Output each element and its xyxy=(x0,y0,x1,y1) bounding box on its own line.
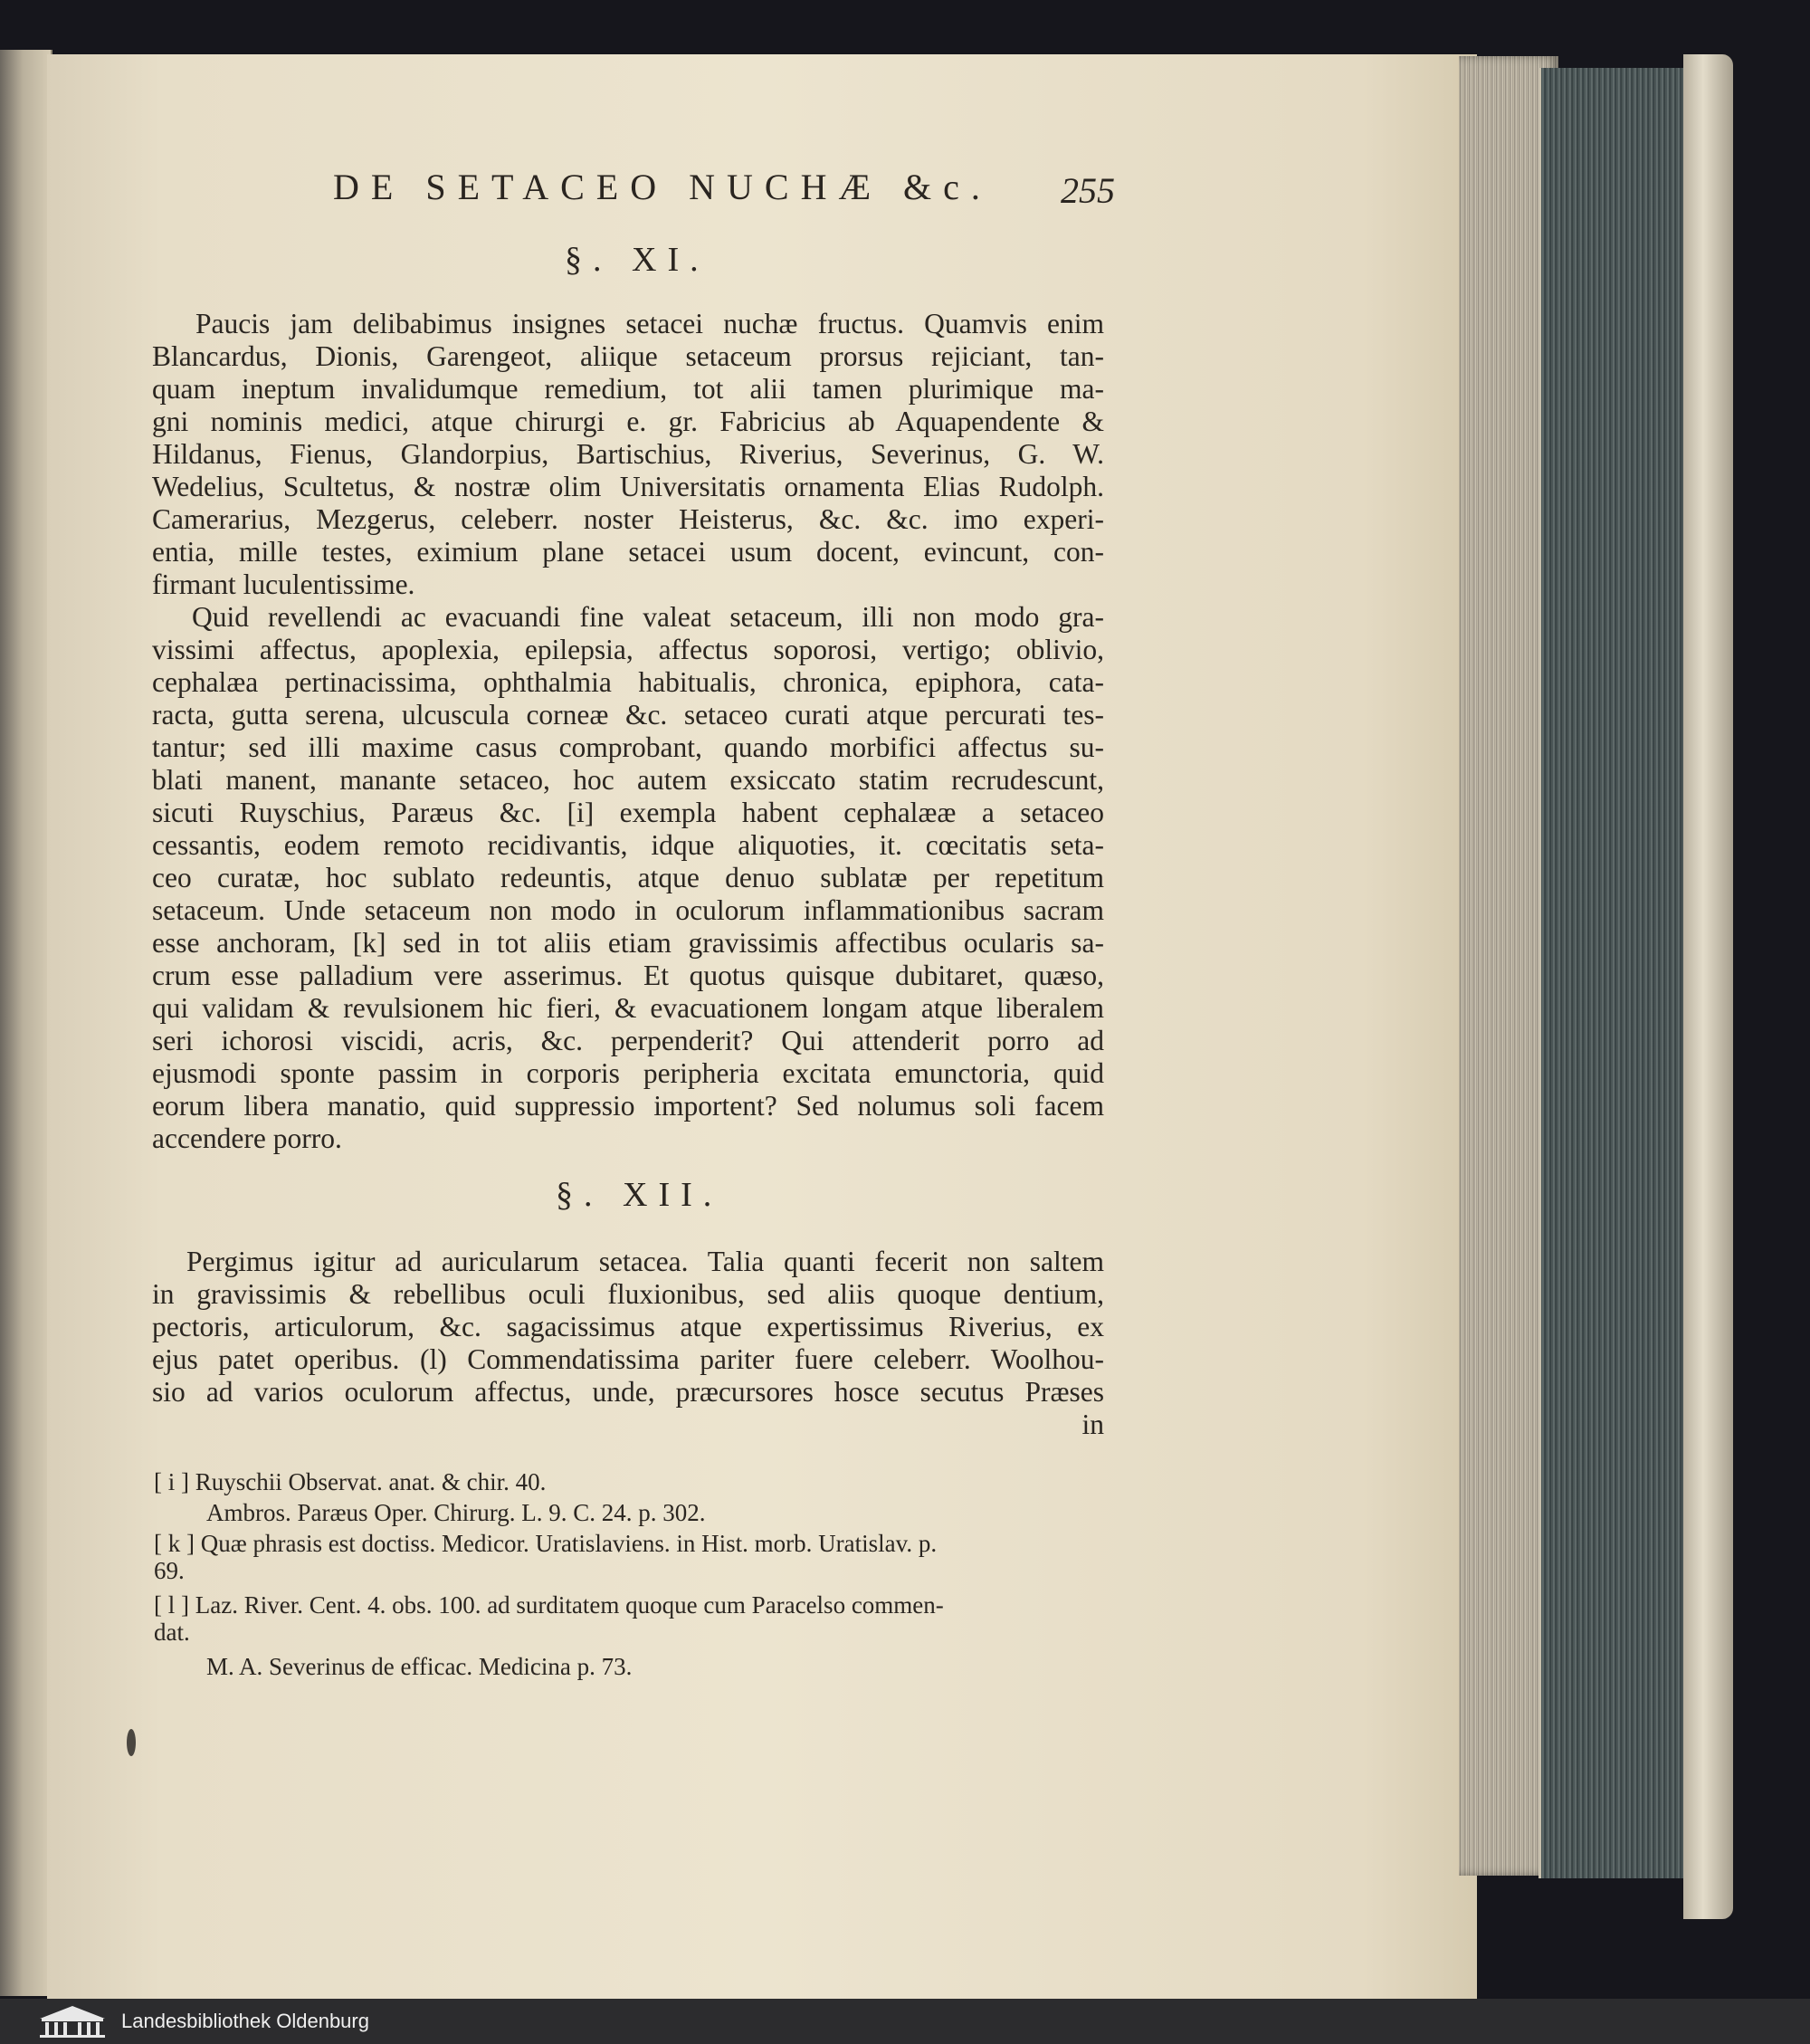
footnote-line: 69. xyxy=(154,1557,185,1584)
text-line: racta, gutta serena, ulcuscula corneæ &c. setaceo curati atque percurati tes- xyxy=(152,699,1104,731)
footnote-line: [ k ] Quæ phrasis est doctiss. Medicor. Uratislaviens. in Hist. morb. Uratislav. p. xyxy=(154,1530,938,1557)
text-line: firmant luculentissime. xyxy=(152,568,415,600)
text-line: eorum libera manatio, quid suppressio importent? Sed nolumus soli facem xyxy=(152,1090,1104,1122)
catchword: in xyxy=(1081,1409,1104,1440)
library-building-icon xyxy=(36,2004,109,2039)
text-line: Camerarius, Mezgerus, celeberr. noster Heisterus, &c. &c. imo experi- xyxy=(152,503,1104,535)
footnote-line: [ l ] Laz. River. Cent. 4. obs. 100. ad surditatem quoque cum Paracelso commen- xyxy=(154,1591,944,1619)
text-line: crum esse palladium vere asserimus. Et quotus quisque dubitaret, quæso, xyxy=(152,960,1104,991)
book-cover-edge xyxy=(1683,54,1733,1919)
text-line: tantur; sed illi maxime casus comprobant, quando morbifici affectus su- xyxy=(152,731,1104,763)
text-line: sio ad varios oculorum affectus, unde, præcursores hosce secutus Præses xyxy=(152,1376,1104,1408)
text-line: Paucis jam delibabimus insignes setacei nuchæ fructus. Quamvis enim xyxy=(195,308,1104,339)
text-line: entia, mille testes, eximium plane setacei usum docent, evincunt, con- xyxy=(152,536,1104,568)
facing-page-edge xyxy=(0,50,52,1996)
text-line: qui validam & revulsionem hic fieri, & evacuationem longam atque liberalem xyxy=(152,992,1104,1024)
section-11-body xyxy=(152,308,1104,1155)
page-number: 255 xyxy=(1061,170,1115,211)
text-line: cessantis, eodem remoto recidivantis, idque aliquoties, it. cœcitatis seta- xyxy=(152,829,1104,861)
footnote-line: Ambros. Paræus Oper. Chirurg. L. 9. C. 24. p. 302. xyxy=(206,1499,706,1526)
text-line: Blancardus, Dionis, Garengeot, aliique setaceum prorsus rejiciant, tan- xyxy=(152,340,1104,372)
text-line: sicuti Ruyschius, Paræus &c. [i] exempla habent cephalææ a setaceo xyxy=(152,797,1104,828)
ink-smudge xyxy=(127,1729,136,1756)
text-line: blati manent, manante setaceo, hoc autem exsiccato statim recrudescunt, xyxy=(152,764,1104,796)
footnote-line: M. A. Severinus de efficac. Medicina p. 73. xyxy=(206,1653,633,1680)
text-line: seri ichorosi viscidi, acris, &c. perpenderit? Qui attenderit porro ad xyxy=(152,1025,1104,1056)
text-line: vissimi affectus, apoplexia, epilepsia, affectus soporosi, vertigo; oblivio, xyxy=(152,634,1104,665)
page-block-side xyxy=(1538,68,1695,1878)
text-line: ejus patet operibus. (l) Commendatissima pariter fuere celeberr. Woolhou- xyxy=(152,1343,1104,1375)
text-line: ejusmodi sponte passim in corporis peripheria excitata emunctoria, quid xyxy=(152,1057,1104,1089)
text-line: pectoris, articulorum, &c. sagacissimus atque expertissimus Riverius, ex xyxy=(152,1311,1104,1342)
footnote-line: [ i ] Ruyschii Observat. anat. & chir. 40. xyxy=(154,1468,547,1495)
text-line: ceo curatæ, hoc sublato redeuntis, atque denuo sublatæ per repetitum xyxy=(152,862,1104,893)
library-name: Landesbibliothek Oldenburg xyxy=(121,2010,369,2032)
footnote-line: dat. xyxy=(154,1619,190,1646)
text-line: Quid revellendi ac evacuandi fine valeat setaceum, illi non modo gra- xyxy=(192,601,1104,633)
text-line: gni nominis medici, atque chirurgi e. gr. Fabricius ab Aquapendente & xyxy=(152,406,1104,437)
text-line: accendere porro. xyxy=(152,1122,342,1154)
footnotes xyxy=(154,1468,1104,1680)
text-line: Pergimus igitur ad auricularum setacea. Talia quanti fecerit non saltem xyxy=(186,1246,1104,1277)
text-line: quam ineptum invalidumque remedium, tot alii tamen plurimique ma- xyxy=(152,373,1104,405)
text-line: esse anchoram, [k] sed in tot aliis etiam gravissimis affectibus ocularis sa- xyxy=(152,927,1104,959)
text-line: Hildanus, Fienus, Glandorpius, Bartischius, Riverius, Severinus, G. W. xyxy=(152,438,1104,470)
text-line: cephalæa pertinacissima, ophthalmia habitualis, chronica, epiphora, cata- xyxy=(152,666,1104,698)
text-line: Wedelius, Scultetus, & nostræ olim Universitatis ornamenta Elias Rudolph. xyxy=(152,471,1104,502)
text-line: in gravissimis & rebellibus oculi fluxionibus, sed aliis quoque dentium, xyxy=(152,1278,1104,1310)
text-line: setaceum. Unde setaceum non modo in oculorum inflammationibus sacram xyxy=(152,894,1104,926)
running-head: DE SETACEO NUCHÆ &c. xyxy=(333,167,992,207)
section-heading-11: §. XI. xyxy=(565,241,710,279)
section-heading-12: §. XII. xyxy=(556,1176,723,1214)
section-12-body xyxy=(152,1246,1104,1441)
